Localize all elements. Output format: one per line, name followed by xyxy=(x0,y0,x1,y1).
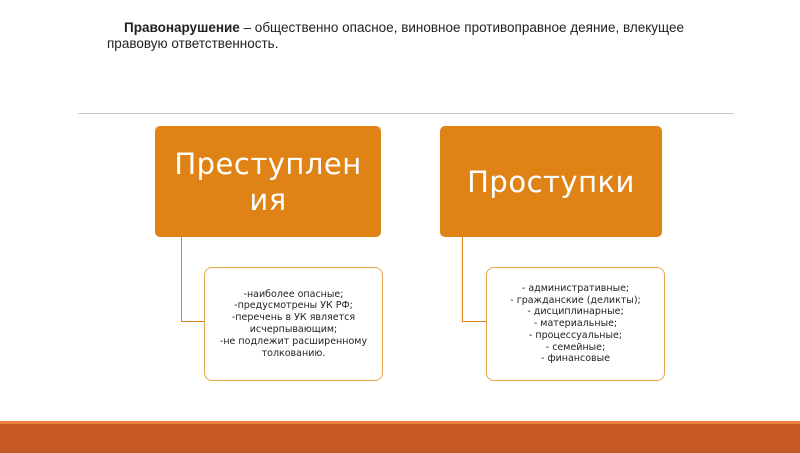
misdemeanors-item: - гражданские (деликты); xyxy=(510,294,641,306)
misdemeanors-item: - процессуальные; xyxy=(528,329,623,341)
crimes-heading-box xyxy=(155,126,381,237)
crimes-details-box xyxy=(204,267,383,381)
misdemeanors-item: - административные; xyxy=(521,282,630,294)
misdemeanors-item: - дисциплинарные; xyxy=(527,306,624,318)
misdemeanors-connector xyxy=(462,237,487,322)
misdemeanors-details-box xyxy=(486,267,665,381)
misdemeanors-item: - семейные; xyxy=(545,341,606,353)
crimes-heading: Преступления xyxy=(174,146,362,217)
definition-term: Правонарушение xyxy=(124,20,240,35)
crimes-connector xyxy=(181,237,205,322)
definition-body: – общественно опасное, виновное противоправное деяние, влекущее правовую ответственность. xyxy=(107,20,684,51)
misdemeanors-heading-box xyxy=(440,126,662,237)
crimes-item: -предусмотрены УК РФ; xyxy=(234,300,353,312)
crimes-item: -не подлежит расширенному толкованию. xyxy=(219,335,368,359)
footer-bar xyxy=(0,421,800,453)
misdemeanors-item: - финансовые xyxy=(541,353,610,365)
crimes-item: -перечень в УК является исчерпывающим; xyxy=(231,312,356,335)
divider xyxy=(78,113,734,114)
crimes-item: -наиболее опасные; xyxy=(243,288,344,300)
misdemeanors-heading: Проступки xyxy=(467,164,635,199)
definition-text xyxy=(107,20,747,52)
misdemeanors-item: - материальные; xyxy=(533,318,618,330)
